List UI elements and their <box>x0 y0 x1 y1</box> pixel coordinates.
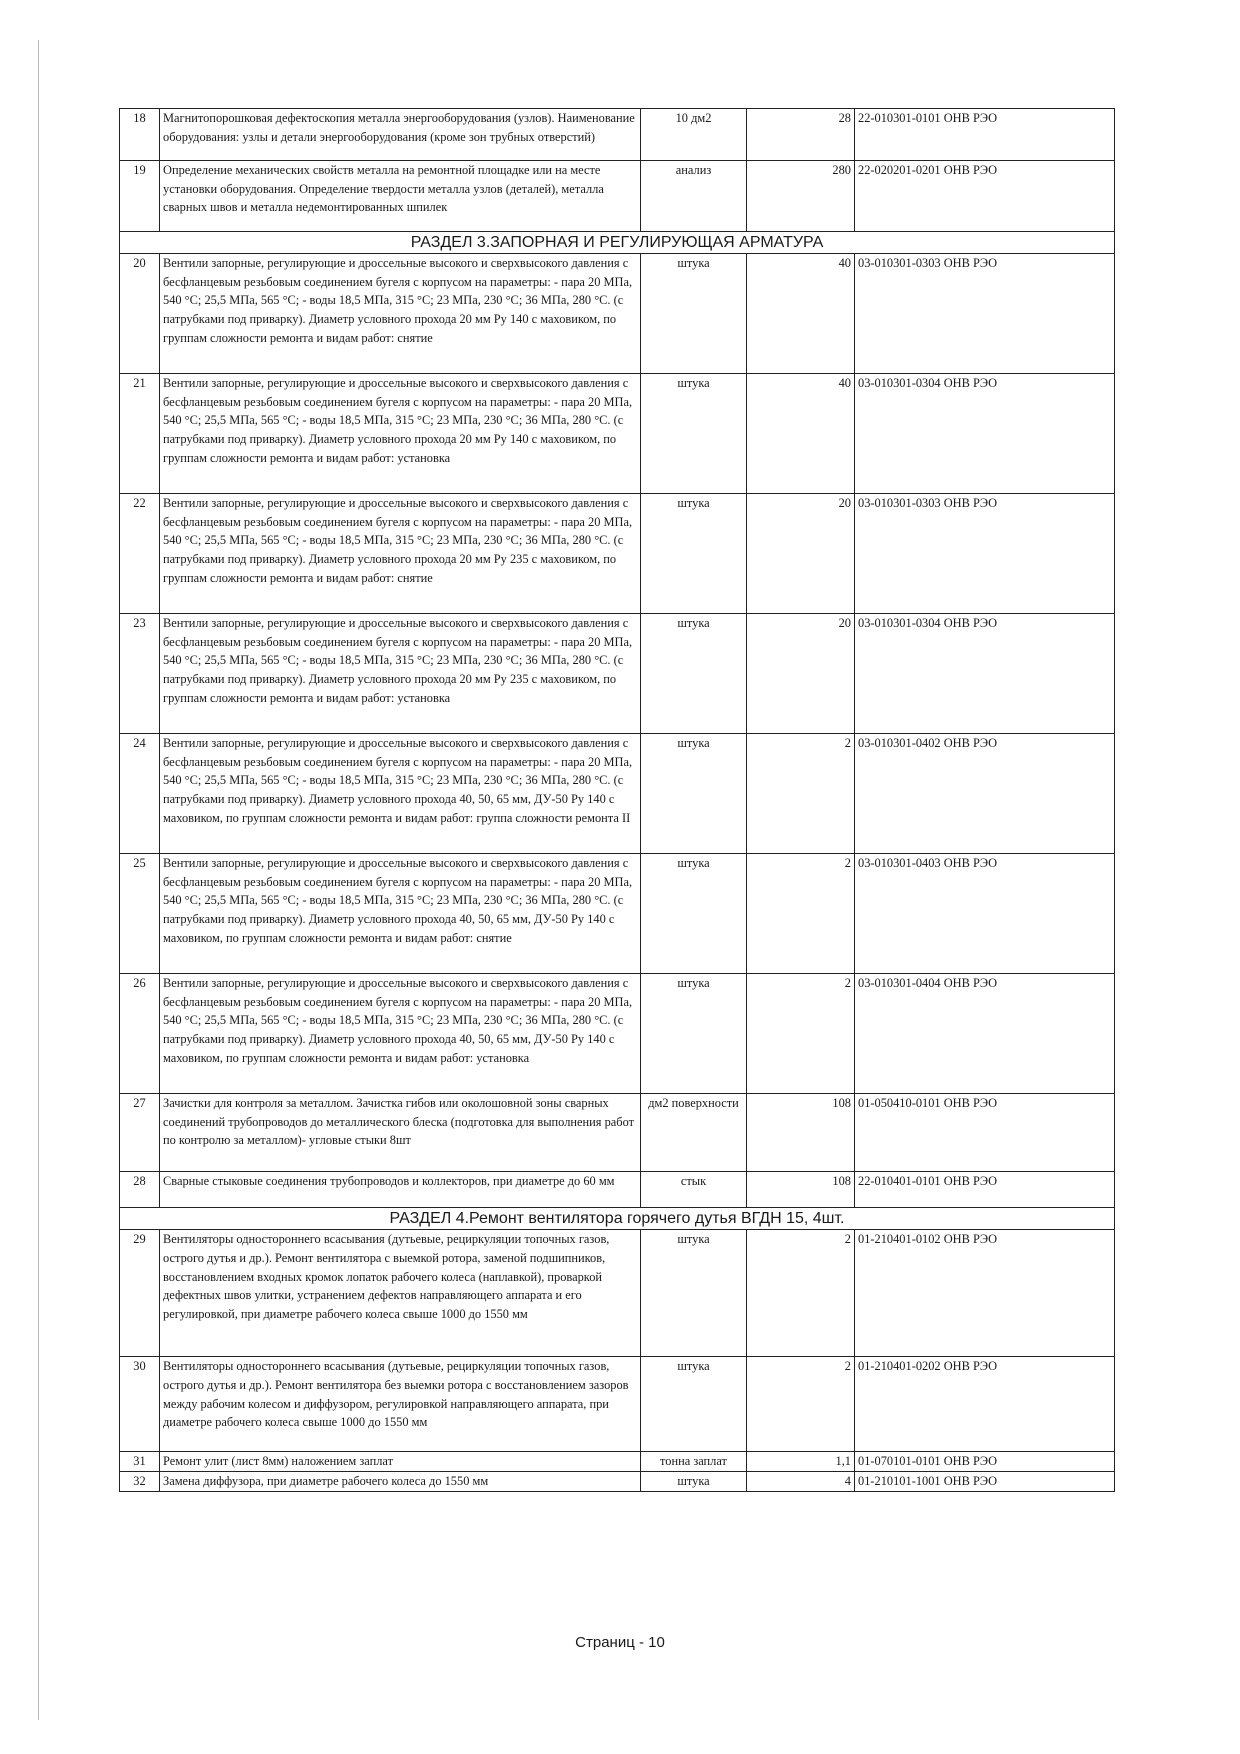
work-description: Определение механических свойств металла на ремонтной площадке или на месте установки оборудования. Определение твердости металла узлов (деталей), металла сварных швов и металла недемонтированных шпилек <box>160 161 641 232</box>
unit-of-measure: штука <box>641 974 747 1094</box>
quantity: 2 <box>747 974 855 1094</box>
table-row <box>120 109 1115 161</box>
table-row <box>120 974 1115 1094</box>
section-title: РАЗДЕЛ 3.ЗАПОРНАЯ И РЕГУЛИРУЮЩАЯ АРМАТУРА <box>120 232 1115 254</box>
work-description: Вентили запорные, регулирующие и дроссельные высокого и сверхвысокого давления с бесфланцевым резьбовым соединением бугеля с корпусом на параметры: - пара 20 МПа, 540 °С; 25,5 МПа, 565 °С; - воды 18,5 МПа, 315 °С; 23 МПа, 230 °С; 36 МПа, 280 °С. (с патрубками под приварку). Диаметр условного прохода 40, 50, 65 мм, ДУ-50 Ру 140 с маховиком, по группам сложности ремонта и видам работ: установка <box>160 974 641 1094</box>
norm-code: 22-010401-0101 ОНВ РЭО <box>855 1172 1115 1208</box>
quantity: 20 <box>747 614 855 734</box>
work-description: Вентили запорные, регулирующие и дроссельные высокого и сверхвысокого давления с бесфланцевым резьбовым соединением бугеля с корпусом на параметры: - пара 20 МПа, 540 °С; 25,5 МПа, 565 °С; - воды 18,5 МПа, 315 °С; 23 МПа, 230 °С; 36 МПа, 280 °С. (с патрубками под приварку). Диаметр условного прохода 40, 50, 65 мм, ДУ-50 Ру 140 с маховиком, по группам сложности ремонта и видам работ: группа сложности ремонта II <box>160 734 641 854</box>
row-number: 21 <box>120 374 160 494</box>
work-description: Зачистки для контроля за металлом. Зачистка гибов или околошовной зоны сварных соединений трубопроводов до металлического блеска (подготовка для выполнения работ по контролю за металлом)- угловые стыки 8шт <box>160 1094 641 1172</box>
unit-of-measure: анализ <box>641 161 747 232</box>
norm-code: 01-210401-0202 ОНВ РЭО <box>855 1357 1115 1452</box>
norm-code: 03-010301-0303 ОНВ РЭО <box>855 494 1115 614</box>
row-number: 30 <box>120 1357 160 1452</box>
norm-code: 01-210101-1001 ОНВ РЭО <box>855 1471 1115 1491</box>
norm-code: 01-050410-0101 ОНВ РЭО <box>855 1094 1115 1172</box>
section-header-row <box>120 232 1115 254</box>
unit-of-measure: штука <box>641 734 747 854</box>
unit-of-measure: штука <box>641 1230 747 1357</box>
row-number: 29 <box>120 1230 160 1357</box>
unit-of-measure: дм2 поверхности <box>641 1094 747 1172</box>
row-number: 31 <box>120 1452 160 1472</box>
quantity: 1,1 <box>747 1452 855 1472</box>
quantity: 40 <box>747 254 855 374</box>
quantity: 280 <box>747 161 855 232</box>
table-row <box>120 1452 1115 1472</box>
work-description: Вентиляторы одностороннего всасывания (дутьевые, рециркуляции топочных газов, острого дутья и др.). Ремонт вентилятора с выемкой ротора, заменой подшипников, восстановлением входных кромок лопаток рабочего колеса (наплавкой), проваркой дефектных швов улитки, устранением дефектов направляющего аппарата и его регулировкой, при диаметре рабочего колеса свыше 1000 до 1550 мм <box>160 1230 641 1357</box>
quantity: 108 <box>747 1094 855 1172</box>
work-description: Вентили запорные, регулирующие и дроссельные высокого и сверхвысокого давления с бесфланцевым резьбовым соединением бугеля с корпусом на параметры: - пара 20 МПа, 540 °С; 25,5 МПа, 565 °С; - воды 18,5 МПа, 315 °С; 23 МПа, 230 °С; 36 МПа, 280 °С. (с патрубками под приварку). Диаметр условного прохода 20 мм Ру 235 с маховиком, по группам сложности ремонта и видам работ: снятие <box>160 494 641 614</box>
table-row <box>120 614 1115 734</box>
row-number: 32 <box>120 1471 160 1491</box>
unit-of-measure: стык <box>641 1172 747 1208</box>
work-description: Сварные стыковые соединения трубопроводов и коллекторов, при диаметре до 60 мм <box>160 1172 641 1208</box>
norm-code: 01-070101-0101 ОНВ РЭО <box>855 1452 1115 1472</box>
table-row <box>120 254 1115 374</box>
work-description: Вентили запорные, регулирующие и дроссельные высокого и сверхвысокого давления с бесфланцевым резьбовым соединением бугеля с корпусом на параметры: - пара 20 МПа, 540 °С; 25,5 МПа, 565 °С; - воды 18,5 МПа, 315 °С; 23 МПа, 230 °С; 36 МПа, 280 °С. (с патрубками под приварку). Диаметр условного прохода 40, 50, 65 мм, ДУ-50 Ру 140 с маховиком, по группам сложности ремонта и видам работ: снятие <box>160 854 641 974</box>
table-row <box>120 734 1115 854</box>
unit-of-measure: штука <box>641 1357 747 1452</box>
unit-of-measure: штука <box>641 614 747 734</box>
row-number: 26 <box>120 974 160 1094</box>
row-number: 18 <box>120 109 160 161</box>
row-number: 27 <box>120 1094 160 1172</box>
row-number: 23 <box>120 614 160 734</box>
table-row <box>120 1094 1115 1172</box>
norm-code: 03-010301-0402 ОНВ РЭО <box>855 734 1115 854</box>
work-description: Ремонт улит (лист 8мм) наложением заплат <box>160 1452 641 1472</box>
quantity: 108 <box>747 1172 855 1208</box>
quantity: 28 <box>747 109 855 161</box>
table-row <box>120 494 1115 614</box>
quantity: 2 <box>747 854 855 974</box>
work-description: Замена диффузора, при диаметре рабочего колеса до 1550 мм <box>160 1471 641 1491</box>
scan-edge-mark <box>38 40 39 1720</box>
unit-of-measure: штука <box>641 854 747 974</box>
quantity: 20 <box>747 494 855 614</box>
table-row <box>120 854 1115 974</box>
row-number: 28 <box>120 1172 160 1208</box>
work-description: Вентили запорные, регулирующие и дроссельные высокого и сверхвысокого давления с бесфланцевым резьбовым соединением бугеля с корпусом на параметры: - пара 20 МПа, 540 °С; 25,5 МПа, 565 °С; - воды 18,5 МПа, 315 °С; 23 МПа, 230 °С; 36 МПа, 280 °С. (с патрубками под приварку). Диаметр условного прохода 20 мм Ру 235 с маховиком, по группам сложности ремонта и видам работ: установка <box>160 614 641 734</box>
quantity: 2 <box>747 1230 855 1357</box>
table-row <box>120 1172 1115 1208</box>
section-header-row <box>120 1208 1115 1230</box>
estimate-table <box>119 108 1115 1492</box>
norm-code: 03-010301-0304 ОНВ РЭО <box>855 614 1115 734</box>
table-row <box>120 161 1115 232</box>
page-footer: Страниц - 10 <box>575 1634 665 1651</box>
work-description: Магнитопорошковая дефектоскопия металла энергооборудования (узлов). Наименование оборудования: узлы и детали энергооборудования (кроме зон трубных отверстий) <box>160 109 641 161</box>
norm-code: 03-010301-0304 ОНВ РЭО <box>855 374 1115 494</box>
norm-code: 03-010301-0404 ОНВ РЭО <box>855 974 1115 1094</box>
row-number: 24 <box>120 734 160 854</box>
unit-of-measure: 10 дм2 <box>641 109 747 161</box>
unit-of-measure: штука <box>641 254 747 374</box>
quantity: 2 <box>747 1357 855 1452</box>
work-description: Вентили запорные, регулирующие и дроссельные высокого и сверхвысокого давления с бесфланцевым резьбовым соединением бугеля с корпусом на параметры: - пара 20 МПа, 540 °С; 25,5 МПа, 565 °С; - воды 18,5 МПа, 315 °С; 23 МПа, 230 °С; 36 МПа, 280 °С. (с патрубками под приварку). Диаметр условного прохода 20 мм Ру 140 с маховиком, по группам сложности ремонта и видам работ: установка <box>160 374 641 494</box>
row-number: 25 <box>120 854 160 974</box>
quantity: 2 <box>747 734 855 854</box>
table-row <box>120 1471 1115 1491</box>
unit-of-measure: штука <box>641 374 747 494</box>
quantity: 4 <box>747 1471 855 1491</box>
section-title: РАЗДЕЛ 4.Ремонт вентилятора горячего дутья ВГДН 15, 4шт. <box>120 1208 1115 1230</box>
work-description: Вентили запорные, регулирующие и дроссельные высокого и сверхвысокого давления с бесфланцевым резьбовым соединением бугеля с корпусом на параметры: - пара 20 МПа, 540 °С; 25,5 МПа, 565 °С; - воды 18,5 МПа, 315 °С; 23 МПа, 230 °С; 36 МПа, 280 °С. (с патрубками под приварку). Диаметр условного прохода 20 мм Ру 140 с маховиком, по группам сложности ремонта и видам работ: снятие <box>160 254 641 374</box>
unit-of-measure: тонна заплат <box>641 1452 747 1472</box>
norm-code: 01-210401-0102 ОНВ РЭО <box>855 1230 1115 1357</box>
norm-code: 22-020201-0201 ОНВ РЭО <box>855 161 1115 232</box>
row-number: 19 <box>120 161 160 232</box>
unit-of-measure: штука <box>641 1471 747 1491</box>
table-row <box>120 374 1115 494</box>
work-description: Вентиляторы одностороннего всасывания (дутьевые, рециркуляции топочных газов, острого дутья и др.). Ремонт вентилятора без выемки ротора с восстановлением зазоров между рабочим колесом и диффузором, регулировкой направляющего аппарата, при диаметре рабочего колеса свыше 1000 до 1550 мм <box>160 1357 641 1452</box>
norm-code: 03-010301-0403 ОНВ РЭО <box>855 854 1115 974</box>
unit-of-measure: штука <box>641 494 747 614</box>
table-row <box>120 1357 1115 1452</box>
quantity: 40 <box>747 374 855 494</box>
norm-code: 03-010301-0303 ОНВ РЭО <box>855 254 1115 374</box>
document-sheet <box>119 108 1115 1492</box>
table-row <box>120 1230 1115 1357</box>
norm-code: 22-010301-0101 ОНВ РЭО <box>855 109 1115 161</box>
row-number: 20 <box>120 254 160 374</box>
row-number: 22 <box>120 494 160 614</box>
